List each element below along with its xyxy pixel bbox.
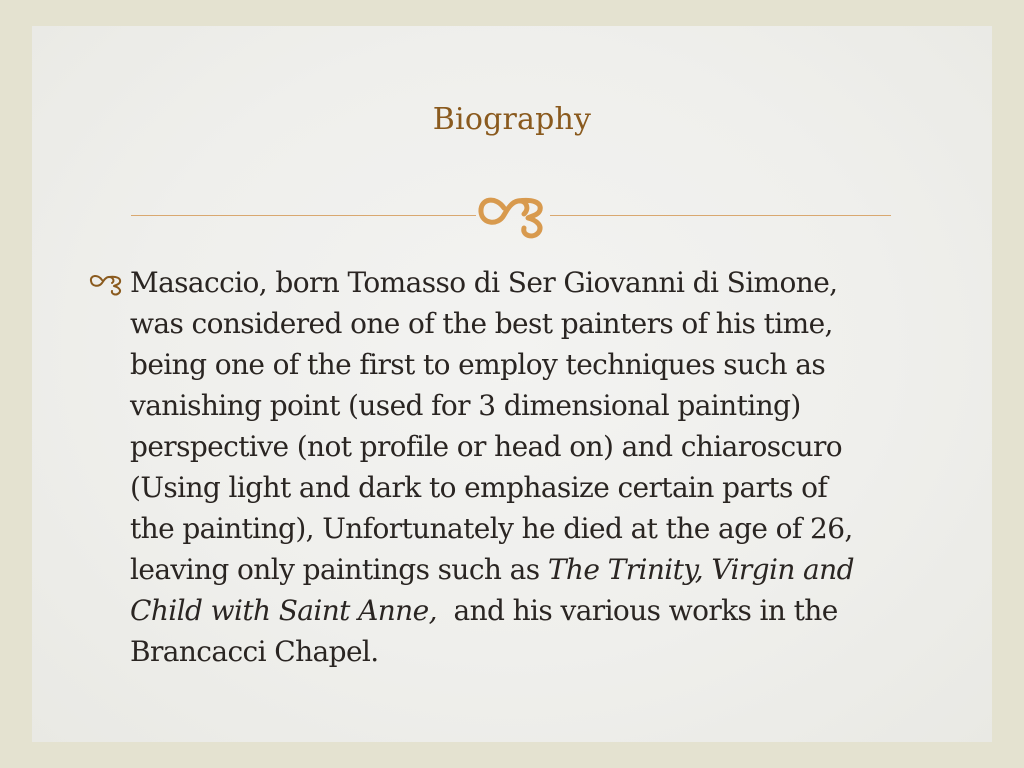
biography-line: vanishing point (used for 3 dimensional painting) [130, 389, 801, 422]
biography-line: was considered one of the best painters of his time, [130, 307, 833, 340]
biography-line: being one of the first to employ techniques such as [130, 348, 826, 381]
divider-rule-right [550, 215, 891, 216]
flourish-ornament-icon [474, 188, 552, 240]
biography-line: the painting), Unfortunately he died at the age of 26, [130, 512, 853, 545]
biography-line: perspective (not profile or head on) and chiaroscuro [130, 430, 843, 463]
slide-title: Biography [432, 102, 592, 137]
scroll-bullet-icon [88, 270, 124, 296]
biography-text-segment: and his various works in the [436, 594, 838, 627]
biography-line-8 [130, 549, 950, 590]
biography-text-segment: leaving only paintings such as [130, 553, 548, 586]
biography-line-9 [130, 590, 950, 631]
biography-line: (Using light and dark to emphasize certain parts of [130, 471, 828, 504]
artwork-title-italic: The Trinity, Virgin and [547, 553, 854, 586]
artwork-title-italic: Child with Saint Anne, [130, 594, 437, 627]
biography-line: Masaccio, born Tomasso di Ser Giovanni di Simone, [130, 266, 838, 299]
biography-line: Brancacci Chapel. [130, 635, 379, 668]
biography-text [130, 262, 950, 672]
divider-rule-left [131, 215, 476, 216]
